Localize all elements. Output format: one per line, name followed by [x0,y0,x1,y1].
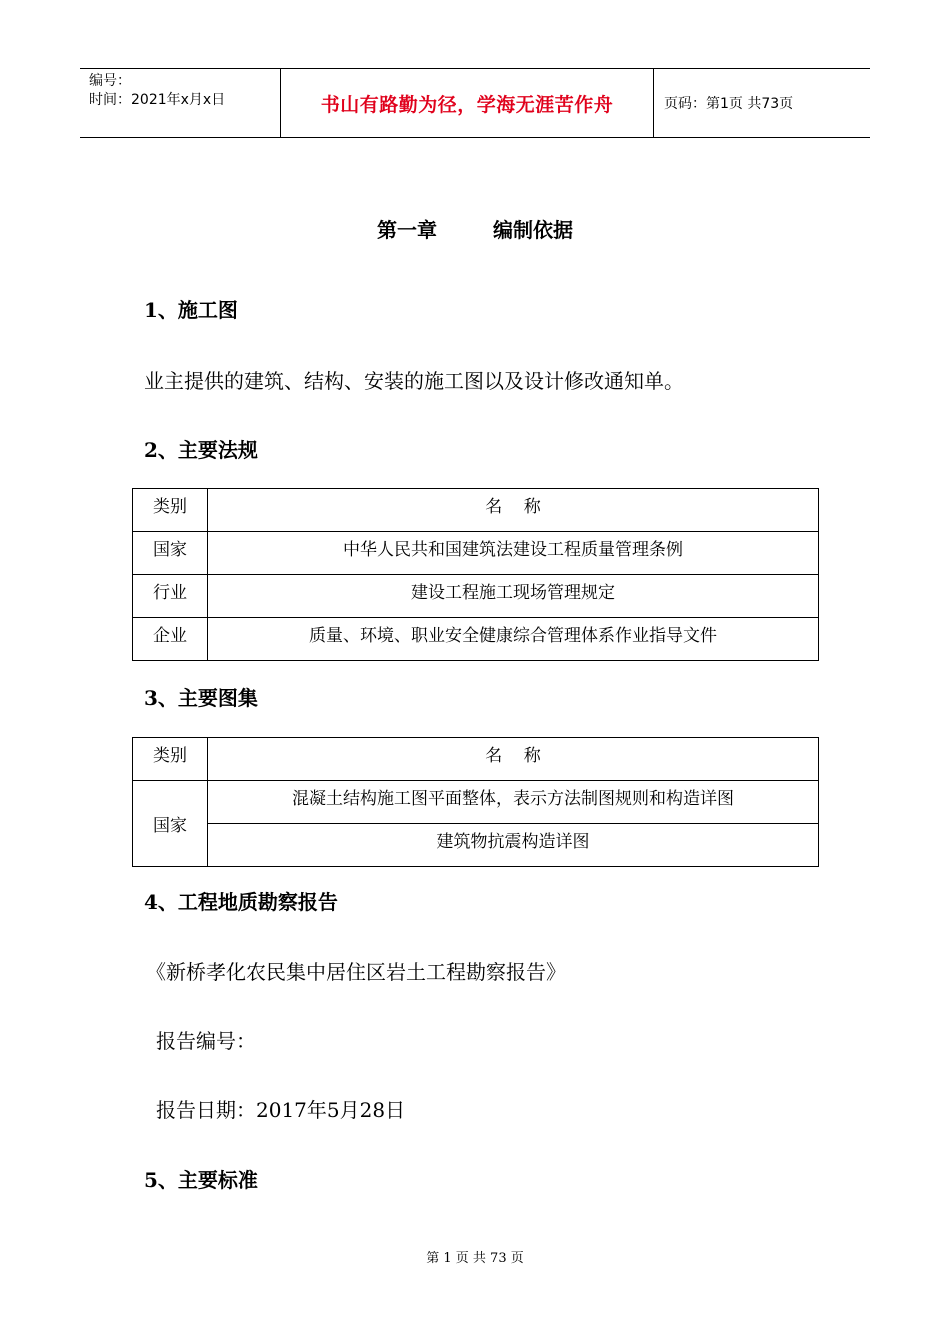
table-header-row [133,738,819,781]
table-cell: 中华人民共和国建筑法建设工程质量管理条例 [208,532,819,575]
table-cell: 建设工程施工现场管理规定 [208,575,819,618]
table-header-row [133,489,819,532]
table-cell: 质量、环境、职业安全健康综合管理体系作业指导文件 [208,618,819,661]
report-number: 报告编号： [156,1029,256,1053]
table-cell: 建筑物抗震构造详图 [208,824,819,867]
table-row [133,532,819,575]
section-heading-2: 2、主要法规 [144,438,258,462]
atlas-table [132,737,819,867]
table-cell: 国家 [133,532,208,575]
section-heading-4: 4、工程地质勘察报告 [144,890,338,914]
table-cell: 混凝土结构施工图平面整体，表示方法制图规则和构造详图 [208,781,819,824]
regulations-table [132,488,819,661]
section-body-1: 业主提供的建筑、结构、安装的施工图以及设计修改通知单。 [144,369,684,393]
header-page-info: 页码：第1页 共73页 [664,96,794,112]
table-cell: 企业 [133,618,208,661]
table-cell-category: 国家 [133,781,208,867]
section-heading-1: 1、施工图 [144,298,238,322]
section-heading-5: 5、主要标准 [144,1168,258,1192]
chapter-number: 第一章 [377,218,437,242]
time-label: 时间：2021年x月x日 [89,92,226,108]
table-row [133,781,819,824]
report-date: 报告日期：2017年5月28日 [156,1098,406,1122]
table-header-cell: 名 称 [208,489,819,532]
section-heading-3: 3、主要图集 [144,686,258,710]
serial-label: 编号： [89,73,131,89]
header-meta [80,69,281,137]
chapter-name: 编制依据 [493,218,573,242]
chapter-title [0,214,950,243]
table-row [133,618,819,661]
header-motto: 书山有路勤为径，学海无涯苦作舟 [281,69,654,137]
document-header [80,68,870,138]
table-header-cell: 名 称 [208,738,819,781]
table-cell: 行业 [133,575,208,618]
table-row [133,824,819,867]
table-header-cell: 类别 [133,738,208,781]
table-row [133,575,819,618]
report-title: 《新桥孝化农民集中居住区岩土工程勘察报告》 [146,960,566,984]
table-header-cell: 类别 [133,489,208,532]
page-footer: 第 1 页 共 73 页 [426,1251,524,1266]
